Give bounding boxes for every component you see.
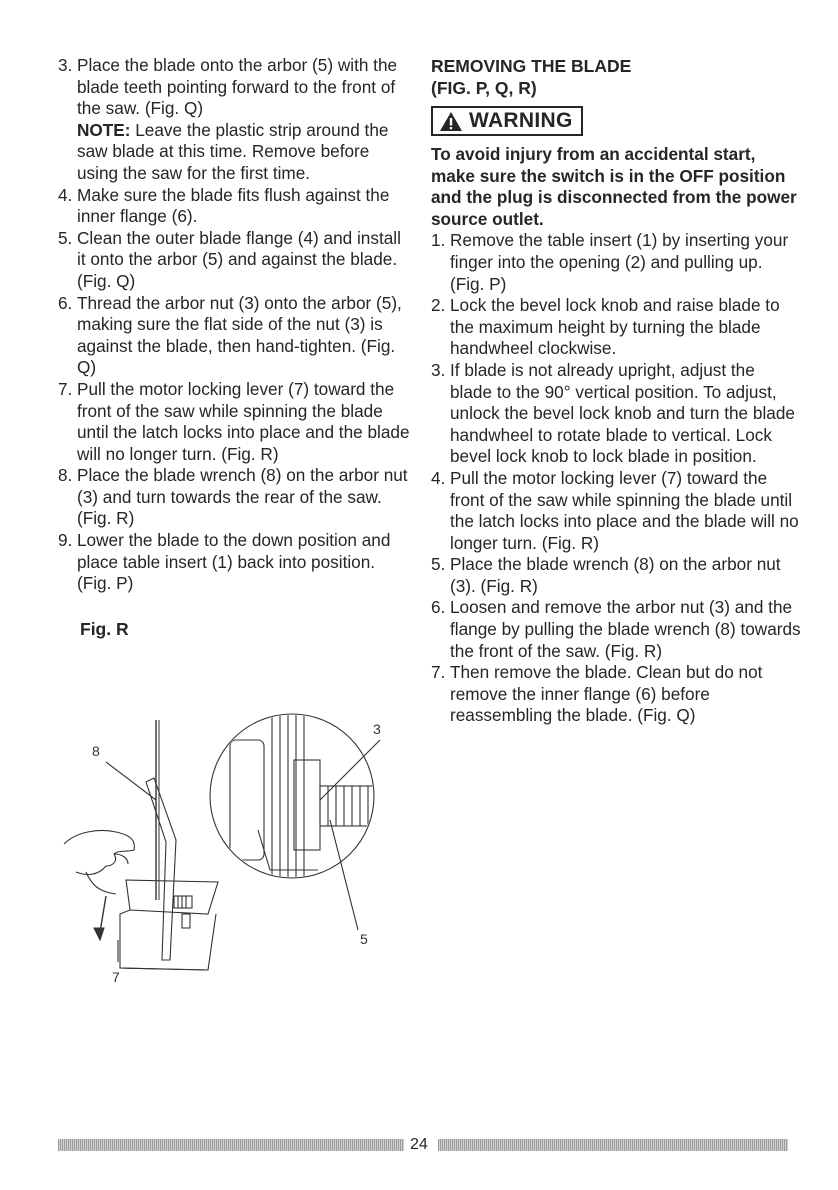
callout-5: 5: [360, 931, 368, 947]
step-number: 4.: [431, 467, 446, 488]
step-text: If blade is not already upright, adjust the blade to the 90° vertical position. To adjust, unlock the bevel lock knob and turn the blade handwheel to rotate blade to vertical. Lock bevel lock knob to lock blade in position.: [450, 359, 795, 467]
detail-housing: [230, 740, 264, 860]
step-number: 1.: [431, 230, 446, 251]
detail-flange: [294, 760, 320, 850]
list-item: [431, 662, 801, 727]
step-text: Loosen and remove the arbor nut (3) and the flange by pulling the blade wrench (8) towards the front of the saw. (Fig. R): [450, 597, 801, 661]
list-item: [58, 55, 413, 185]
step-text: Place the blade onto the arbor (5) with the blade teeth pointing forward to the front of the saw. (Fig. Q): [77, 55, 398, 119]
list-item: [58, 465, 413, 530]
step-number: 3.: [431, 359, 446, 380]
list-item: [58, 228, 413, 293]
step-number: 6.: [431, 597, 446, 618]
list-item: [431, 468, 801, 554]
blade-wrench: [146, 778, 176, 960]
removal-steps-list: [431, 230, 801, 727]
detail-circle: [210, 714, 374, 878]
list-item: [431, 597, 801, 662]
list-item: [431, 554, 801, 597]
footer-rule-left: [58, 1139, 404, 1151]
callout-3: 3: [373, 721, 381, 737]
step-number: 6.: [58, 292, 73, 313]
note-label: NOTE:: [77, 119, 131, 140]
heading-line-1: REMOVING THE BLADE: [431, 56, 632, 76]
warning-box: [431, 106, 583, 136]
section-heading: [431, 55, 801, 99]
list-item: [431, 360, 801, 468]
step-text: Clean the outer blade flange (4) and install it onto the arbor (5) and against the blade. (Fig. Q): [77, 227, 401, 291]
list-item: [58, 379, 413, 465]
saw-diagram: [58, 700, 403, 990]
housing-base: [120, 968, 208, 970]
note-text: Leave the plastic strip around the saw blade at this time. Remove before using the saw for the first time.: [77, 119, 389, 183]
step-number: 7.: [431, 662, 446, 683]
saw-housing-body: [120, 910, 216, 970]
hand-palm: [86, 872, 116, 894]
step-text: Place the blade wrench (8) on the arbor nut (3) and turn towards the rear of the saw. (Fig. R): [77, 465, 408, 529]
hand-outline: [64, 831, 134, 875]
callout-leader-5: [330, 820, 358, 930]
callout-7: 7: [112, 969, 120, 985]
step-text: Pull the motor locking lever (7) toward the front of the saw while spinning the blade until the latch locks into place and the blade will no longer turn. (Fig. R): [77, 378, 410, 464]
figure-label: Fig. R: [80, 618, 129, 639]
step-number: 4.: [58, 184, 73, 205]
heading-line-2: (FIG. P, Q, R): [431, 78, 537, 98]
detail-interior: [230, 714, 374, 880]
lever-arrow-shaft: [100, 896, 106, 932]
page-number: 24: [410, 1136, 428, 1153]
page-footer: [58, 1136, 788, 1152]
step-text: Make sure the blade fits flush against the inner flange (6).: [77, 184, 390, 227]
step-number: 2.: [431, 295, 446, 316]
warning-label: WARNING: [469, 109, 573, 132]
right-column: [431, 55, 801, 727]
step-number: 5.: [58, 227, 73, 248]
step-number: 9.: [58, 530, 73, 551]
step-number: 3.: [58, 55, 73, 75]
figure-r-illustration: [58, 700, 403, 990]
step-number: 7.: [58, 378, 73, 399]
list-item: [58, 293, 413, 379]
step-text: Lock the bevel lock knob and raise blade to the maximum height by turning the blade handwheel clockwise.: [450, 295, 780, 359]
saw-housing-top: [126, 880, 218, 914]
step-number: 8.: [58, 465, 73, 486]
warning-triangle-icon: [439, 111, 463, 132]
step-text: Pull the motor locking lever (7) toward the front of the saw while spinning the blade until the latch locks into place and the blade will no longer turn. (Fig. R): [450, 467, 799, 553]
lever-arrow-head: [94, 928, 104, 940]
callout-8: 8: [92, 743, 100, 759]
left-column: [58, 55, 413, 640]
arbor-nut: [174, 896, 192, 908]
install-steps-list: [58, 55, 413, 595]
list-item: [431, 295, 801, 360]
footer-rule-right: [438, 1139, 788, 1151]
housing-slot: [182, 914, 190, 928]
step-number: 5.: [431, 554, 446, 575]
list-item: [58, 530, 413, 595]
step-text: Then remove the blade. Clean but do not remove the inner flange (6) before reassembling the blade. (Fig. Q): [450, 662, 763, 726]
step-text: Remove the table insert (1) by inserting your finger into the opening (2) and pulling up. (Fig. P): [450, 230, 789, 294]
step-text: Lower the blade to the down position and place table insert (1) back into position. (Fig. P): [77, 530, 391, 594]
callout-leader-3: [320, 740, 380, 800]
list-item: [431, 230, 801, 295]
warning-text: To avoid injury from an accidental start, make sure the switch is in the OFF position and the plug is disconnected from the power source outlet.: [431, 144, 797, 229]
step-text: Thread the arbor nut (3) onto the arbor (5), making sure the flat side of the nut (3) is against the blade, then hand-tighten. (Fig. Q): [77, 292, 402, 378]
list-item: [58, 185, 413, 228]
step-text: Place the blade wrench (8) on the arbor nut (3). (Fig. R): [450, 554, 781, 596]
